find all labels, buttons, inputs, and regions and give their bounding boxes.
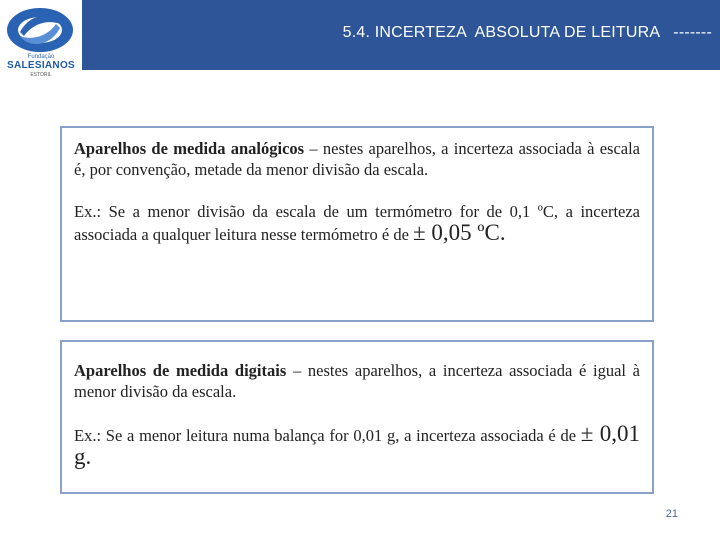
- analog-example-value: ± 0,05 ºC.: [413, 220, 506, 245]
- page-number: 21: [665, 508, 678, 520]
- analog-example-text: Ex.: Se a menor divisão da escala de um termómetro for de 0,1 ºC, a incerteza associada a qualquer leitura nesse termómetro é de: [74, 202, 640, 244]
- logo-brand-text: SALESIANOS: [6, 60, 75, 71]
- salesianos-logo: [0, 0, 82, 84]
- logo-location-text: ESTORIL: [30, 72, 52, 78]
- analog-definition: [74, 138, 640, 180]
- analog-example: [74, 201, 640, 245]
- analog-text: – nestes aparelhos, a incerteza associada à escala é, por convenção, metade da menor divisão da escala.: [74, 139, 641, 179]
- header-bar: [82, 0, 720, 70]
- digital-heading: Aparelhos de medida digitais: [74, 361, 287, 380]
- analog-instruments-box: [60, 126, 654, 322]
- logo-foundation-text: Fundação: [27, 54, 55, 60]
- digital-example: [74, 423, 640, 469]
- logo-swirl-icon: [2, 2, 78, 56]
- digital-definition: [74, 360, 640, 402]
- digital-example-value: ± 0,01 g.: [74, 421, 641, 469]
- digital-text: – nestes aparelhos, a incerteza associada é igual à menor divisão da escala.: [74, 361, 640, 401]
- analog-heading: Aparelhos de medida analógicos: [74, 139, 305, 158]
- slide-title: 5.4. INCERTEZA ABSOLUTA DE LEITURA -------: [342, 24, 712, 41]
- digital-instruments-box: [60, 340, 654, 494]
- digital-example-text: Ex.: Se a menor leitura numa balança for 0,01 g, a incerteza associada é de: [74, 426, 581, 445]
